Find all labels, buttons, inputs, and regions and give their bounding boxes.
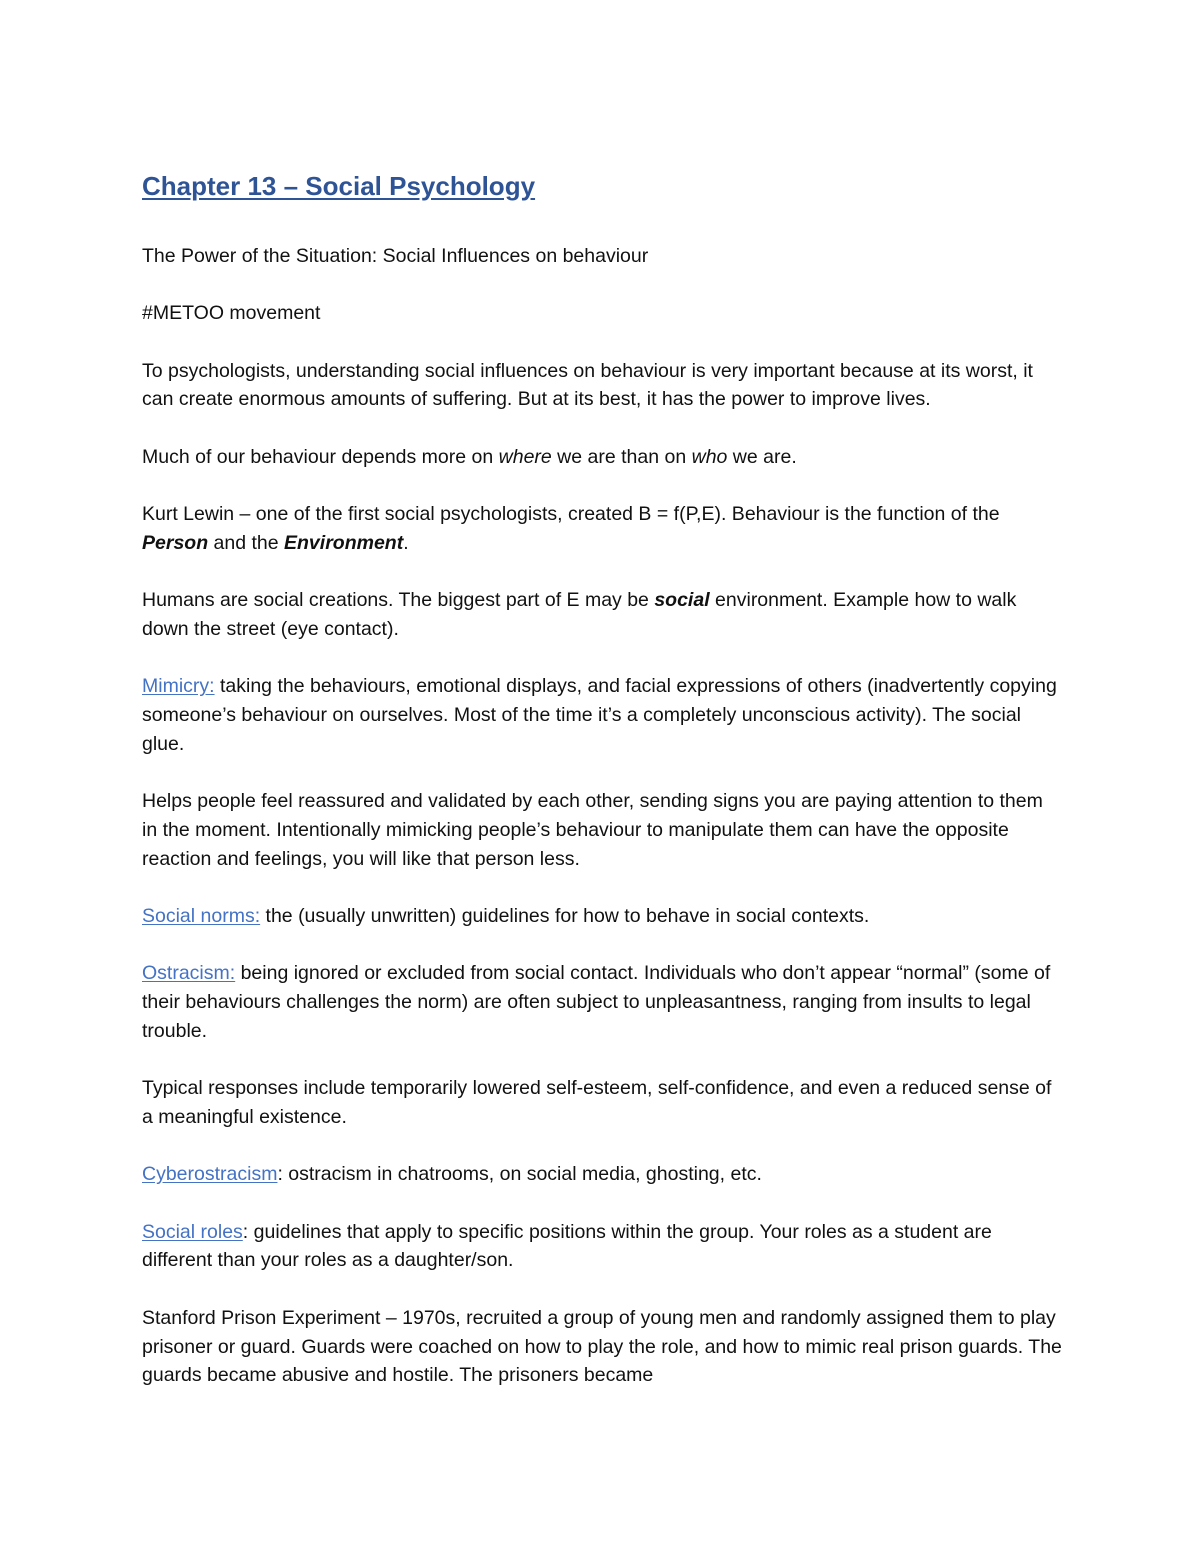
text-run: . (403, 531, 409, 554)
social-norms-paragraph (142, 902, 1062, 931)
term-cyberostracism: Cyberostracism (142, 1163, 278, 1186)
emphasis-social: social (654, 589, 710, 612)
responses-paragraph: Typical responses include temporarily lowered self-esteem, self-confidence, and even a reduced sense of a meaningful existence. (142, 1077, 1052, 1128)
ostracism-paragraph (142, 959, 1062, 1045)
intro-paragraph: To psychologists, understanding social influences on behaviour is very important because at its worst, it can create enormous amounts of suffering. But at its best, it has the power to improve lives. (142, 359, 1033, 411)
term-social-norms: Social norms: (142, 905, 261, 928)
text-run: environment. Example how to walk down the street (eye contact). (142, 589, 1017, 641)
italic-where: where (498, 445, 552, 468)
text-run: Humans are social creations. The biggest part of E may be (142, 589, 655, 612)
social-creations-paragraph (142, 586, 1062, 643)
term-ostracism: Ostracism: (142, 962, 236, 985)
definition-text: being ignored or excluded from social contact. Individuals who don’t appear “normal” (some of their behaviours challenges the norm) are often subject to unpleasantness, ranging from insults to legal trouble. (142, 962, 1051, 1042)
definition-text: the (usually unwritten) guidelines for how to behave in social contexts. (260, 905, 870, 928)
lewin-paragraph (142, 500, 1062, 557)
mimicry-paragraph (142, 672, 1062, 758)
definition-text: taking the behaviours, emotional displays, and facial expressions of others (inadvertently copying someone’s behaviour on ourselves. Most of the time it’s a completely unconscious activity). The social glue. (142, 675, 1057, 755)
text-run: and the (208, 531, 285, 554)
emphasis-environment: Environment (284, 531, 404, 554)
cyberostracism-paragraph (142, 1160, 1062, 1189)
text-run: we are. (727, 445, 797, 468)
behaviour-paragraph (142, 443, 1062, 472)
stanford-paragraph: Stanford Prison Experiment – 1970s, recruited a group of young men and randomly assigned them to play prisoner or guard. Guards were coached on how to play the role, and how to mimic real prison guards. The guards became abusive and hostile. The prisoners became (142, 1306, 1062, 1387)
term-mimicry: Mimicry: (142, 675, 215, 698)
social-roles-paragraph (142, 1218, 1062, 1275)
emphasis-person: Person (142, 531, 209, 554)
mimicry-detail-paragraph: Helps people feel reassured and validated by each other, sending signs you are paying attention to them in the moment. Intentionally mimicking people’s behaviour to manipulate them can have the opposite reaction and feelings, you will like that person less. (142, 790, 1043, 870)
document-body (142, 168, 1062, 1419)
italic-who: who (691, 445, 728, 468)
text-run: Kurt Lewin – one of the first social psychologists, created B = f(P,E). Behaviour is the function of the (142, 503, 1000, 526)
chapter-title: Chapter 13 – Social Psychology (142, 171, 536, 201)
section-heading: The Power of the Situation: Social Influences on behaviour (142, 245, 649, 267)
text-run: we are than on (551, 445, 692, 468)
term-social-roles: Social roles (142, 1220, 243, 1243)
definition-text: : guidelines that apply to specific positions within the group. Your roles as a student are different than your roles as a daughter/son. (142, 1220, 992, 1272)
text-run: Much of our behaviour depends more on (142, 445, 499, 468)
definition-text: : ostracism in chatrooms, on social media, ghosting, etc. (277, 1163, 762, 1186)
hashtag-line: #METOO movement (142, 302, 321, 325)
